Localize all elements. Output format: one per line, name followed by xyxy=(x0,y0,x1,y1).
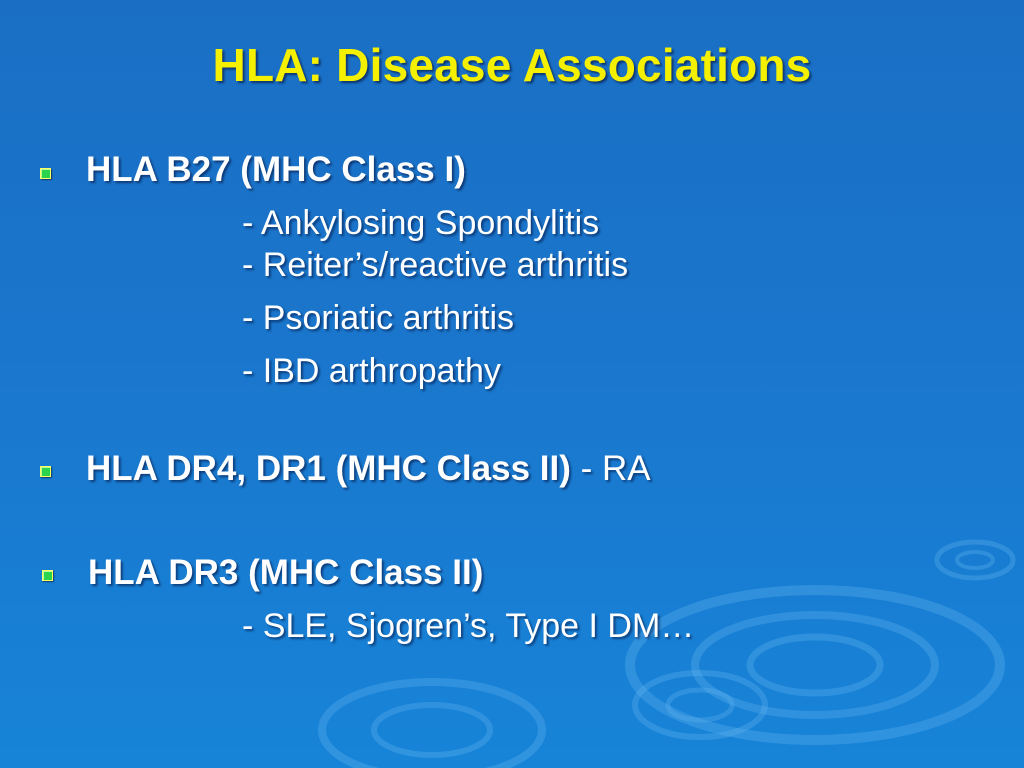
bullet-hla-dr3-heading: HLA DR3 (MHC Class II) xyxy=(88,553,484,592)
square-bullet-icon xyxy=(40,466,51,477)
bullet-hla-dr4-dr1-heading: HLA DR4, DR1 (MHC Class II) xyxy=(86,449,571,488)
bullet-hla-b27-item: - Reiter’s/reactive arthritis xyxy=(242,246,629,284)
bullet-hla-dr3-item: - SLE, Sjogren’s, Type I DM… xyxy=(242,607,695,645)
bullet-hla-b27-item: - Ankylosing Spondylitis xyxy=(242,204,600,242)
bullet-hla-b27-heading: HLA B27 (MHC Class I) xyxy=(86,150,466,189)
square-bullet-icon xyxy=(40,168,51,179)
bullet-hla-dr4-dr1-suffix: - RA xyxy=(570,449,651,488)
bullet-hla-b27-item: - IBD arthropathy xyxy=(242,352,501,390)
bullet-hla-b27-item: - Psoriatic arthritis xyxy=(242,299,515,337)
square-bullet-icon xyxy=(42,570,53,581)
slide-title: HLA: Disease Associations xyxy=(212,39,812,91)
bullet-hla-dr4-dr1 xyxy=(86,449,651,489)
